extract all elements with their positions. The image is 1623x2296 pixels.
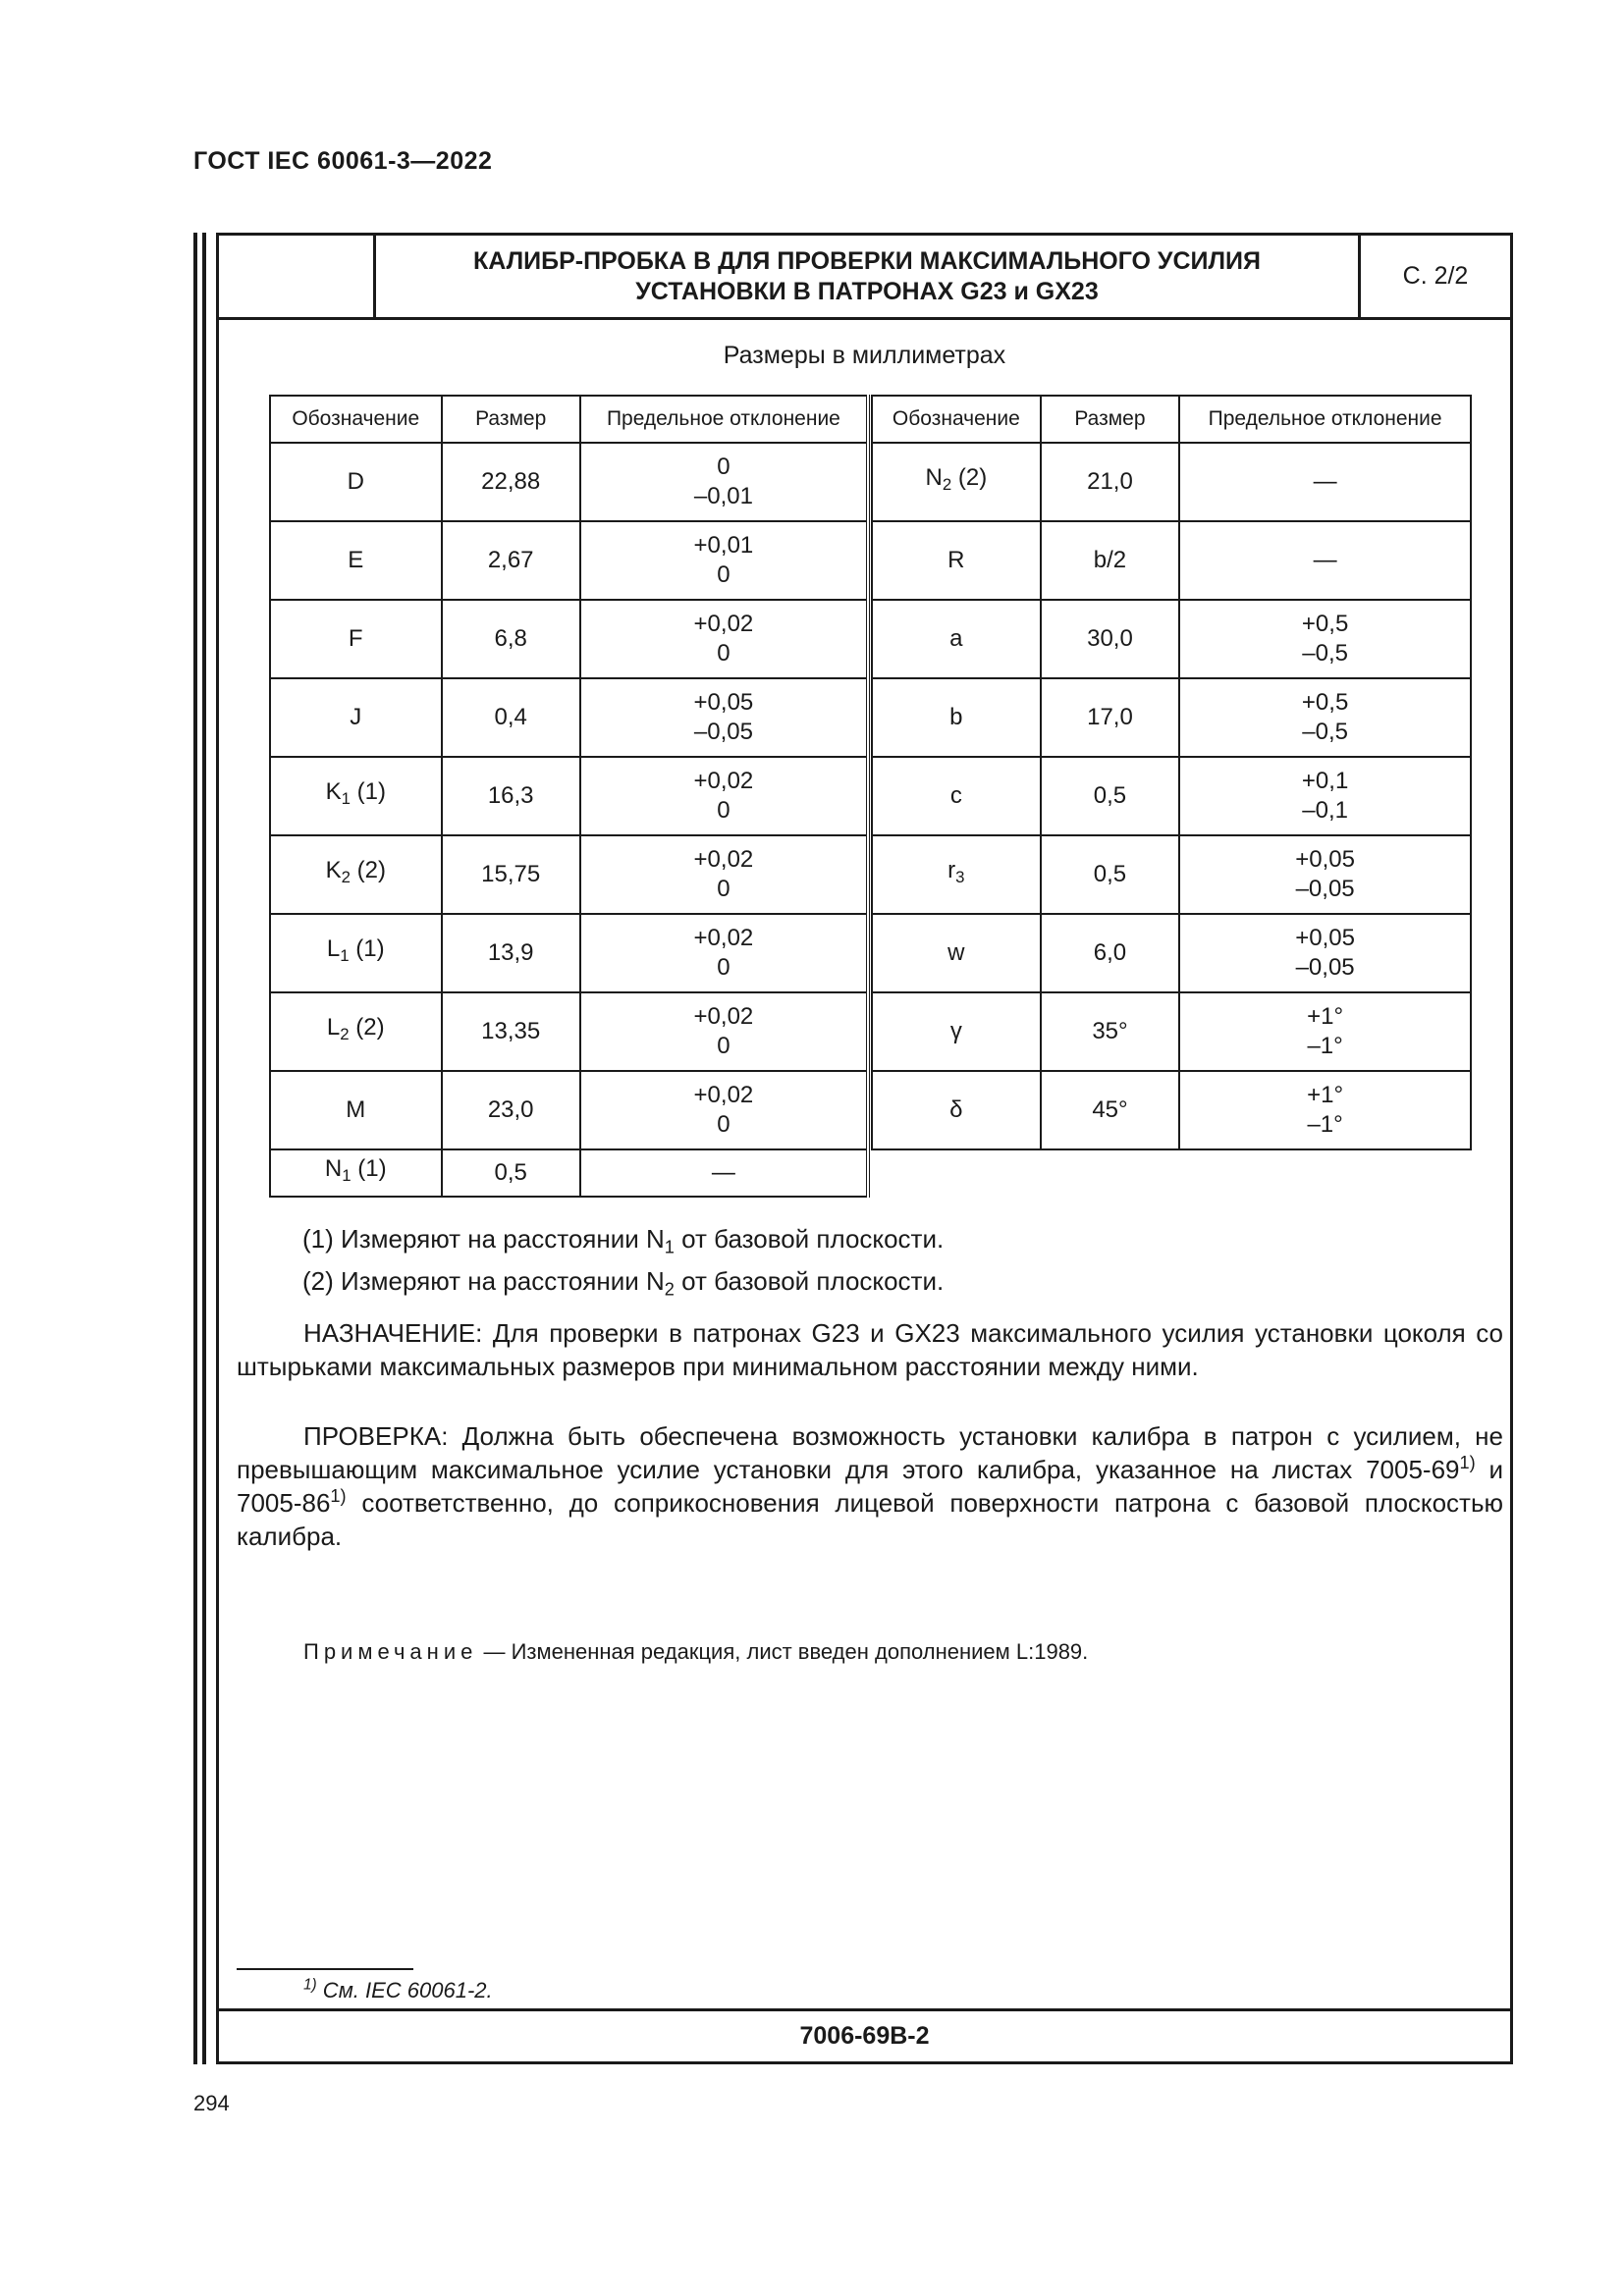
deviation-cell — [1179, 835, 1471, 914]
deviation-upper: +0,02 — [693, 1082, 754, 1108]
designation-cell — [872, 521, 1041, 600]
designation-symbol: K — [325, 778, 342, 806]
table-row — [872, 521, 1471, 600]
designation-cell — [872, 757, 1041, 835]
sheet-title-line-2: УСТАНОВКИ В ПАТРОНАХ G23 и GX23 — [635, 277, 1099, 305]
designation-symbol: M — [346, 1096, 366, 1123]
designation-cell — [270, 914, 442, 992]
designation-symbol: a — [949, 625, 963, 652]
size-cell: 0,5 — [442, 1149, 580, 1197]
table-row — [872, 757, 1471, 835]
left-margin-line — [202, 233, 206, 2064]
designation-symbol: F — [348, 625, 363, 652]
deviation-cell — [580, 521, 868, 600]
size-cell: 15,75 — [442, 835, 580, 914]
designation-symbol: N — [925, 464, 943, 492]
deviation-upper: +0,05 — [1295, 846, 1355, 873]
size-cell: 13,35 — [442, 992, 580, 1071]
deviation-lower: 0 — [717, 1111, 730, 1138]
title-blank-cell — [219, 236, 376, 317]
table-row — [270, 678, 868, 757]
designation-symbol: L — [326, 1014, 341, 1041]
table-row — [270, 1071, 868, 1149]
size-cell: 13,9 — [442, 914, 580, 992]
deviation-lower: –0,05 — [1295, 954, 1355, 981]
column-header: Предельное отклонение — [1179, 396, 1471, 443]
table-row — [270, 757, 868, 835]
designation-cell — [270, 1071, 442, 1149]
deviation-lower: –1° — [1307, 1111, 1343, 1138]
deviation-cell — [580, 992, 868, 1071]
designation-cell — [872, 678, 1041, 757]
designation-note-ref: (2) — [349, 1014, 385, 1041]
size-cell: 21,0 — [1041, 443, 1180, 521]
designation-note-ref: (2) — [951, 464, 988, 492]
deviation-upper: +1° — [1307, 1082, 1344, 1108]
deviation-cell — [1179, 600, 1471, 678]
designation-subscript: 1 — [342, 1166, 352, 1186]
deviation-cell — [1179, 521, 1471, 600]
sheet-title-line-1: КАЛИБР-ПРОБКА В ДЛЯ ПРОВЕРКИ МАКСИМАЛЬНОГО УСИЛИЯ — [472, 246, 1261, 275]
deviation-lower: –0,1 — [1302, 797, 1348, 824]
designation-note-ref: (1) — [349, 935, 385, 963]
designation-symbol: r — [947, 857, 956, 884]
table-row — [872, 678, 1471, 757]
table-row — [872, 600, 1471, 678]
deviation-upper: +1° — [1307, 1003, 1344, 1030]
designation-cell — [872, 443, 1041, 521]
designation-symbol: w — [947, 939, 965, 966]
deviation-cell — [1179, 1071, 1471, 1149]
designation-cell — [270, 521, 442, 600]
deviation-upper: +0,5 — [1301, 611, 1349, 637]
deviation-cell — [580, 835, 868, 914]
deviation-upper: +0,02 — [693, 1003, 754, 1030]
designation-cell — [872, 914, 1041, 992]
designation-cell — [270, 757, 442, 835]
deviation-upper: — — [1313, 547, 1337, 573]
units-caption: Размеры в миллиметрах — [723, 342, 1006, 369]
deviation-lower: 0 — [717, 797, 730, 824]
deviation-upper: — — [1313, 468, 1337, 495]
deviation-cell — [580, 678, 868, 757]
table-row — [270, 1149, 868, 1197]
designation-subscript: 2 — [340, 1025, 350, 1044]
designation-cell — [872, 1071, 1041, 1149]
deviation-cell — [580, 1071, 868, 1149]
measurement-notes — [302, 1222, 944, 1308]
deviation-lower: 0 — [717, 561, 730, 588]
size-cell: 6,0 — [1041, 914, 1180, 992]
designation-cell — [270, 835, 442, 914]
deviation-cell — [1179, 992, 1471, 1071]
check-paragraph: ПРОВЕРКА: Должна быть обеспечена возможность установки калибра в патрон с усилием, не превышающим максимальное усилие установки для этого калибра, указанное на листах 7005-69$^{1)}$ и 7005-86$^{1)}$ соответственно, до соприкосновения лицевой поверхности патрона с базовой плоскостью калибра. — [237, 1421, 1503, 1551]
deviation-lower: 0 — [717, 1033, 730, 1059]
deviation-lower: –0,05 — [1295, 876, 1355, 902]
size-cell: 0,5 — [1041, 757, 1180, 835]
dimensions-table-right — [871, 395, 1472, 1150]
deviation-cell — [1179, 914, 1471, 992]
deviation-upper: +0,02 — [693, 611, 754, 637]
deviation-lower: 0 — [717, 640, 730, 667]
deviation-upper: 0 — [717, 454, 730, 480]
deviation-cell — [1179, 757, 1471, 835]
title-block — [219, 236, 1510, 320]
deviation-cell — [1179, 443, 1471, 521]
deviation-cell — [580, 443, 868, 521]
deviation-cell — [580, 757, 868, 835]
column-header: Обозначение — [872, 396, 1041, 443]
designation-cell — [270, 443, 442, 521]
size-cell: 22,88 — [442, 443, 580, 521]
size-cell: 2,67 — [442, 521, 580, 600]
dimensions-table-left — [269, 395, 870, 1198]
size-cell: 6,8 — [442, 600, 580, 678]
table-row — [872, 443, 1471, 521]
deviation-cell — [1179, 678, 1471, 757]
table-row — [872, 1071, 1471, 1149]
table-row — [270, 914, 868, 992]
designation-symbol: L — [326, 935, 341, 963]
deviation-cell — [580, 914, 868, 992]
designation-symbol: J — [350, 704, 362, 730]
measurement-note-1: (1) Измеряют на расстоянии $N_1$ от базовой плоскости. — [302, 1224, 945, 1257]
table-row — [872, 835, 1471, 914]
designation-cell — [270, 678, 442, 757]
designation-symbol: R — [947, 547, 965, 573]
left-margin-line — [193, 233, 197, 2064]
designation-cell — [872, 992, 1041, 1071]
deviation-upper: +0,02 — [693, 846, 754, 873]
size-cell: 17,0 — [1041, 678, 1180, 757]
deviation-lower: 0 — [717, 876, 730, 902]
document-code: ГОСТ IEC 60061-3—2022 — [193, 147, 493, 175]
deviation-upper: +0,01 — [693, 532, 754, 559]
size-cell: 45° — [1041, 1071, 1180, 1149]
size-cell: 23,0 — [442, 1071, 580, 1149]
size-cell: 0,5 — [1041, 835, 1180, 914]
table-row — [270, 600, 868, 678]
designation-subscript: 1 — [341, 789, 351, 809]
designation-subscript: 3 — [955, 868, 965, 887]
column-header: Предельное отклонение — [580, 396, 868, 443]
measurement-note-2: (2) Измеряют на расстоянии $N_2$ от базовой плоскости. — [302, 1266, 945, 1300]
sheet-title — [376, 236, 1361, 317]
deviation-cell — [580, 600, 868, 678]
designation-subscript: 2 — [341, 868, 351, 887]
deviation-upper: +0,02 — [693, 925, 754, 951]
designation-note-ref: (1) — [351, 1155, 387, 1183]
note-label: Примечание — [303, 1639, 478, 1664]
designation-subscript: 1 — [340, 946, 350, 966]
deviation-lower: –1° — [1307, 1033, 1343, 1059]
table-row — [270, 835, 868, 914]
deviation-upper: +0,05 — [693, 689, 754, 716]
table-row — [270, 443, 868, 521]
designation-symbol: b — [949, 704, 963, 730]
column-header: Размер — [1041, 396, 1180, 443]
table-row — [270, 992, 868, 1071]
designation-cell — [872, 835, 1041, 914]
designation-cell — [270, 992, 442, 1071]
size-cell: 16,3 — [442, 757, 580, 835]
deviation-upper: +0,1 — [1301, 768, 1349, 794]
table-row — [872, 914, 1471, 992]
designation-symbol: K — [325, 857, 342, 884]
deviation-lower: 0 — [717, 954, 730, 981]
sheet-frame — [216, 233, 1513, 2064]
designation-note-ref: (1) — [350, 778, 386, 806]
designation-symbol: D — [347, 468, 364, 495]
footnote: $^{1)}$ См. IEC 60061-2. — [303, 1976, 493, 2002]
deviation-lower: –0,5 — [1302, 640, 1348, 667]
table-row — [872, 992, 1471, 1071]
deviation-lower: –0,01 — [693, 483, 753, 509]
sheet-number: С. 2/2 — [1402, 262, 1469, 290]
designation-cell — [270, 1149, 442, 1197]
designation-cell — [872, 600, 1041, 678]
designation-symbol: E — [348, 547, 364, 573]
deviation-lower: –0,5 — [1302, 719, 1348, 745]
note-text: — Измененная редакция, лист введен дополнением L:1989. — [477, 1639, 1089, 1664]
designation-subscript: 2 — [942, 475, 952, 495]
sheet-code: 7006-69B-2 — [219, 2008, 1510, 2061]
deviation-lower: –0,05 — [693, 719, 753, 745]
designation-symbol: δ — [949, 1096, 963, 1123]
designation-cell — [270, 600, 442, 678]
column-header: Обозначение — [270, 396, 442, 443]
purpose-paragraph: НАЗНАЧЕНИЕ: Для проверки в патронах G23 и GX23 максимального усилия установки цоколя со штырьками максимальных размеров при минимальном расстоянии между ними. — [237, 1318, 1503, 1381]
size-cell: 0,4 — [442, 678, 580, 757]
size-cell: b/2 — [1041, 521, 1180, 600]
designation-symbol: N — [324, 1155, 343, 1183]
footnote-rule — [237, 1968, 413, 1970]
deviation-cell: — — [580, 1149, 868, 1197]
designation-symbol: c — [949, 782, 962, 809]
designation-symbol: γ — [949, 1018, 962, 1044]
deviation-upper: +0,05 — [1295, 925, 1355, 951]
deviation-upper: +0,5 — [1301, 689, 1349, 716]
table-row — [270, 521, 868, 600]
deviation-upper: +0,02 — [693, 768, 754, 794]
size-cell: 35° — [1041, 992, 1180, 1071]
column-header: Размер — [442, 396, 580, 443]
designation-note-ref: (2) — [350, 857, 386, 884]
editorial-note — [303, 1639, 1088, 1665]
size-cell: 30,0 — [1041, 600, 1180, 678]
page-number: 294 — [193, 2091, 230, 2115]
